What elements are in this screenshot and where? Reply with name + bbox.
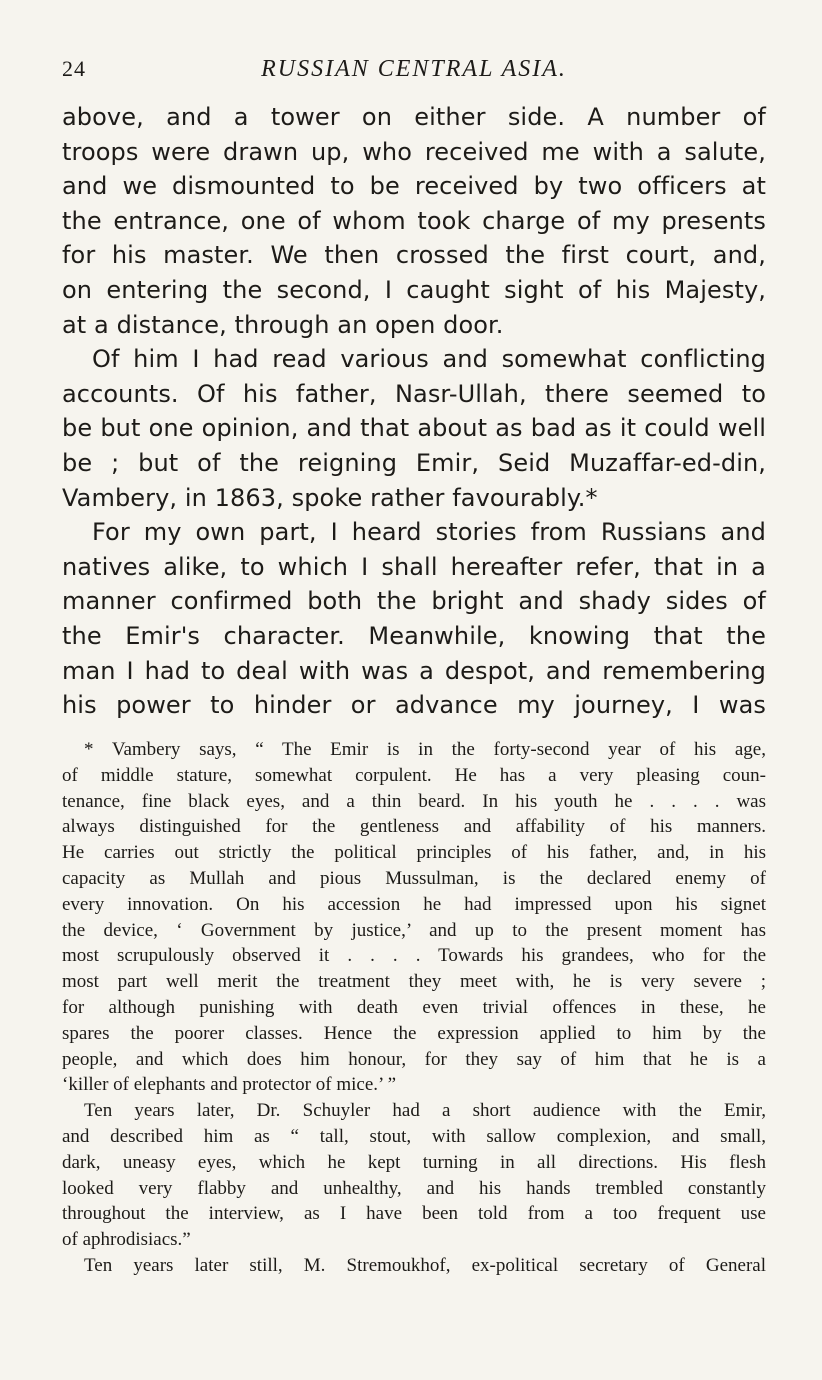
text-line: accounts. Of his father, Nasr-Ullah, there seemed to xyxy=(62,379,766,408)
footnote-line: looked very flabby and unhealthy, and his hands trembled constantly xyxy=(62,1177,766,1199)
text-line: For my own part, I heard stories from Russians and xyxy=(92,518,766,547)
footnote-line: Ten years later, Dr. Schuyler had a short audience with the Emir, xyxy=(84,1100,766,1122)
main-text xyxy=(62,100,766,723)
text-line: and we dismounted to be received by two officers at xyxy=(62,172,766,201)
footnote-line: spares the poorer classes. Hence the expression applied to him by the xyxy=(62,1022,766,1044)
footnote-line: most scrupulously observed it . . . . Towards his grandees, who for the xyxy=(62,945,766,967)
text-line: on entering the second, I caught sight of his Majesty, xyxy=(62,275,766,304)
text-line: be ; but of the reigning Emir, Seid Muzaffar-ed-din, xyxy=(62,448,766,477)
text-line: the Emir's character. Meanwhile, knowing that the xyxy=(62,621,766,650)
text-line: Vambery, in 1863, spoke rather favourably.* xyxy=(62,483,598,512)
text-line: at a distance, through an open door. xyxy=(62,310,504,339)
page-header xyxy=(62,56,766,90)
footnote-line: capacity as Mullah and pious Mussulman, is the declared enemy of xyxy=(62,867,766,889)
footnote-line: Ten years later still, M. Stremoukhof, ex-political secretary of General xyxy=(84,1254,766,1276)
text-line: manner confirmed both the bright and shady sides of xyxy=(62,587,766,616)
footnote-line: most part well merit the treatment they meet with, he is very severe ; xyxy=(62,971,766,993)
footnote-line: He carries out strictly the political principles of his father, and, in his xyxy=(62,842,766,864)
text-line: above, and a tower on either side. A number of xyxy=(62,103,766,131)
text-line: be but one opinion, and that about as bad as it could well xyxy=(62,414,766,443)
footnote-line: dark, uneasy eyes, which he kept turning in all directions. His flesh xyxy=(62,1151,766,1173)
footnote-line: throughout the interview, as I have been told from a too frequent use xyxy=(62,1203,766,1225)
footnote-line: of middle stature, somewhat corpulent. He has a very pleasing coun- xyxy=(62,764,766,786)
footnote-line: the device, ‘ Government by justice,’ and up to the present moment has xyxy=(62,919,766,941)
text-line: troops were drawn up, who received me with a salute, xyxy=(62,137,766,166)
footnote-line: ‘killer of elephants and protector of mice.’ ” xyxy=(62,1074,397,1096)
text-line: man I had to deal with was a despot, and remembering xyxy=(62,656,766,685)
page-number: 24 xyxy=(62,56,86,81)
running-title: RUSSIAN CENTRAL ASIA. xyxy=(261,56,567,82)
footnote-line: always distinguished for the gentleness and affability of his manners. xyxy=(62,816,766,838)
footnote-line: every innovation. On his accession he had impressed upon his signet xyxy=(62,893,766,915)
footnote-line: tenance, fine black eyes, and a thin beard. In his youth he . . . . was xyxy=(62,790,766,812)
footnote-line: for although punishing with death even trivial offences in these, he xyxy=(62,996,766,1018)
text-line: for his master. We then crossed the first court, and, xyxy=(62,241,766,270)
text-line: natives alike, to which I shall hereafter refer, that in a xyxy=(62,552,766,581)
footnote-line: * Vambery says, “ The Emir is in the forty-second year of his age, xyxy=(84,739,766,760)
text-line: Of him I had read various and somewhat conflicting xyxy=(92,345,766,374)
footnote-line: people, and which does him honour, for they say of him that he is a xyxy=(62,1048,766,1070)
text-line: the entrance, one of whom took charge of my presents xyxy=(62,206,766,235)
footnote-block xyxy=(62,737,766,1279)
footnote-line: and described him as “ tall, stout, with sallow complexion, and small, xyxy=(62,1125,766,1147)
text-line: his power to hinder or advance my journey, I was xyxy=(62,691,766,720)
footnote-line: of aphrodisiacs.” xyxy=(62,1229,191,1251)
